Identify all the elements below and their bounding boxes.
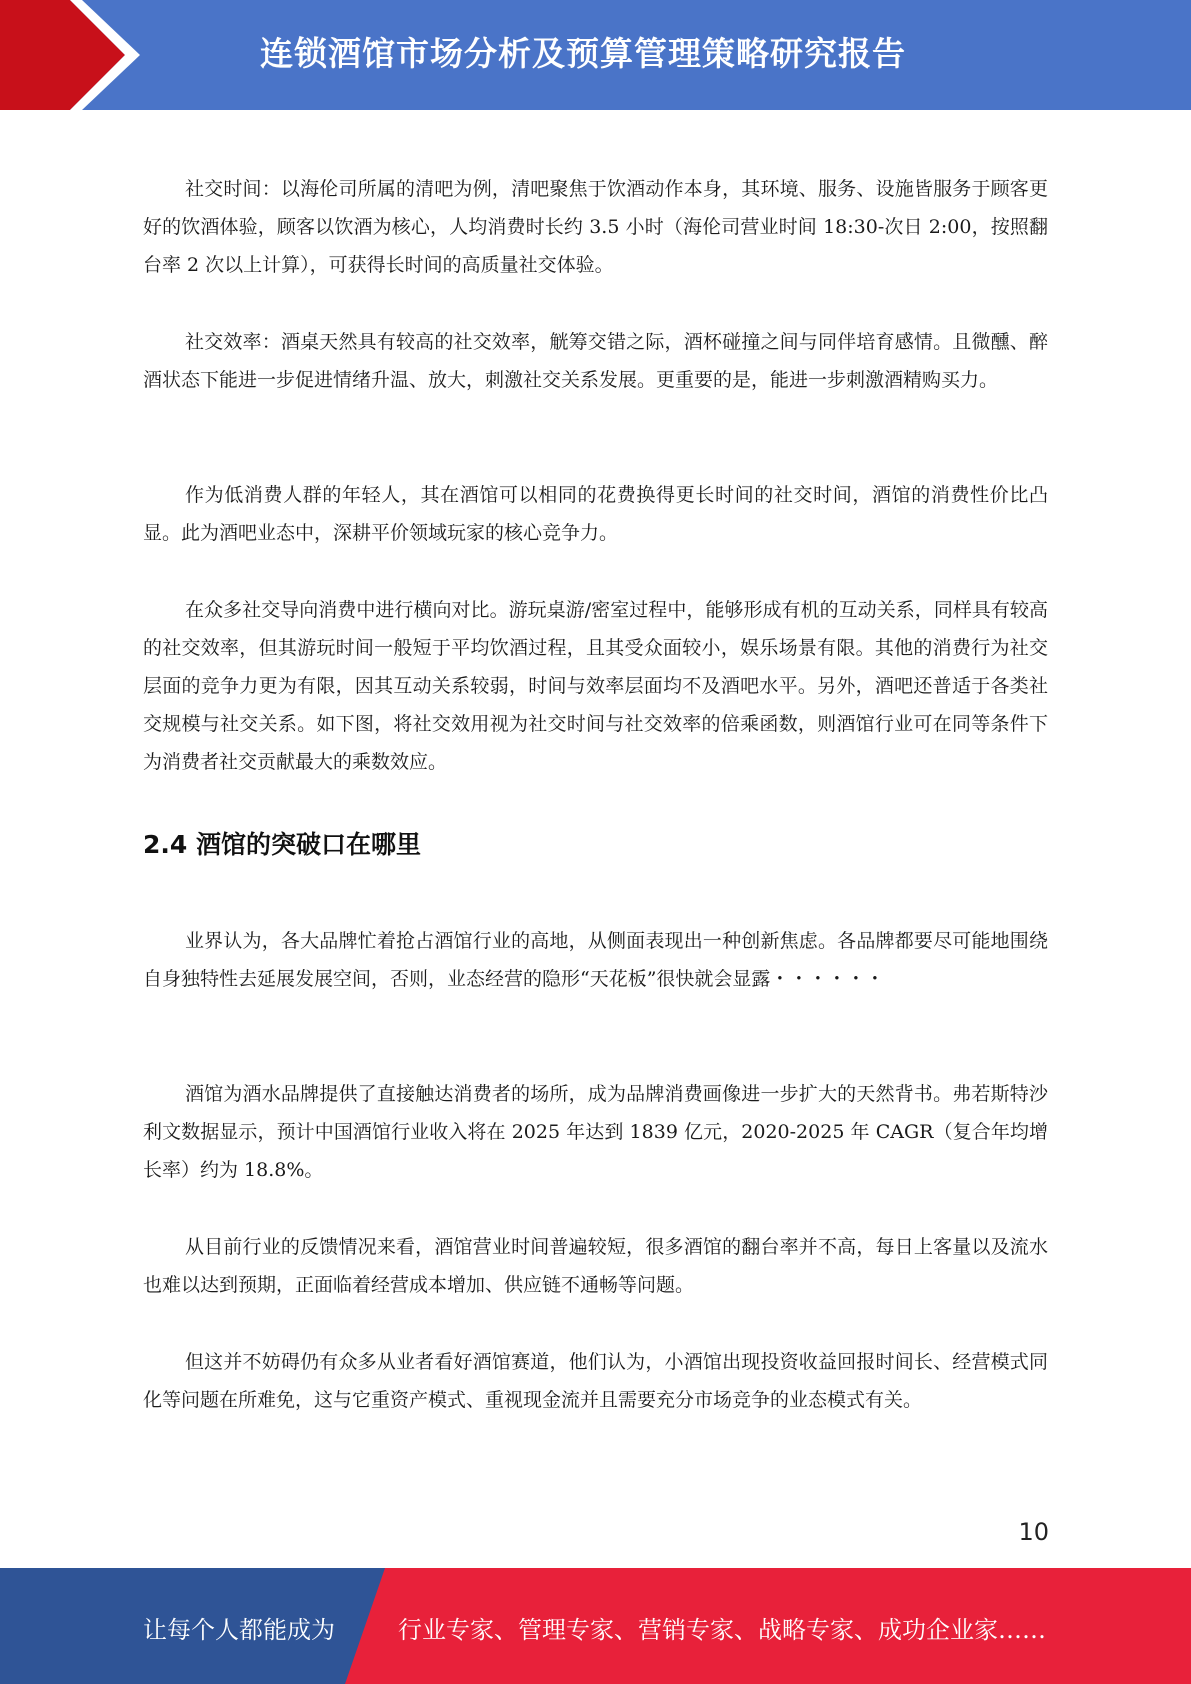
section-heading: 2.4 酒馆的突破口在哪里 — [143, 830, 421, 859]
paragraph-social-efficiency: 社交效率：酒桌天然具有较高的社交效率，觥筹交错之际，酒杯碰撞之间与同伴培育感情。且微醺、醉酒状态下能进一步促进情绪升温、放大，刺激社交关系发展。更重要的是，能进一步刺激酒精购买力。 — [143, 331, 1048, 391]
report-title: 连锁酒馆市场分析及预算管理策略研究报告 — [260, 34, 906, 73]
header-chevron-decoration — [0, 0, 160, 110]
page-header — [0, 0, 1191, 110]
paragraph-social-time: 社交时间：以海伦司所属的清吧为例，清吧聚焦于饮酒动作本身，其环境、服务、设施皆服务于顾客更好的饮酒体验，顾客以饮酒为核心，人均消费时长约 3.5 小时（海伦司营业时间 18:30-次日 2:00，按照翻台率 2 次以上计算），可获得长时间的高质量社交体验。 — [143, 178, 1048, 276]
paragraph-horizontal-comparison: 在众多社交导向消费中进行横向对比。游玩桌游/密室过程中，能够形成有机的互动关系，同样具有较高的社交效率，但其游玩时间一般短于平均饮酒过程，且其受众面较小，娱乐场景有限。其他的消费行为社交层面的竞争力更为有限，因其互动关系较弱，时间与效率层面均不及酒吧水平。另外，酒吧还普适于各类社交规模与社交关系。如下图，将社交效用视为社交时间与社交效率的倍乘函数，则酒馆行业可在同等条件下为消费者社交贡献最大的乘数效应。 — [143, 599, 1048, 773]
paragraph-industry-feedback: 从目前行业的反馈情况来看，酒馆营业时间普遍较短，很多酒馆的翻台率并不高，每日上客量以及流水也难以达到预期，正面临着经营成本增加、供应链不通畅等问题。 — [143, 1236, 1048, 1296]
paragraph-young-consumers: 作为低消费人群的年轻人，其在酒馆可以相同的花费换得更长时间的社交时间，酒馆的消费性价比凸显。此为酒吧业态中，深耕平价领域玩家的核心竞争力。 — [143, 484, 1048, 544]
page-footer — [0, 1568, 1191, 1684]
paragraph-industry-view: 业界认为，各大品牌忙着抢占酒馆行业的高地，从侧面表现出一种创新焦虑。各品牌都要尽可能地围绕自身独特性去延展发展空间，否则，业态经营的隐形“天花板”很快就会显露・・・・・・ — [143, 930, 1048, 990]
paragraph-optimism: 但这并不妨碍仍有众多从业者看好酒馆赛道，他们认为，小酒馆出现投资收益回报时间长、经营模式同化等问题在所难免，这与它重资产模式、重视现金流并且需要充分市场竞争的业态模式有关。 — [143, 1351, 1048, 1411]
page-number: 10 — [1018, 1518, 1049, 1546]
footer-slogan-right: 行业专家、管理专家、营销专家、战略专家、成功企业家…… — [398, 1616, 1046, 1644]
footer-slogan-left: 让每个人都能成为 — [143, 1616, 335, 1644]
paragraph-market-data: 酒馆为酒水品牌提供了直接触达消费者的场所，成为品牌消费画像进一步扩大的天然背书。弗若斯特沙利文数据显示，预计中国酒馆行业收入将在 2025 年达到 1839 亿元，2020-2025 年 CAGR（复合年均增长率）约为 18.8%。 — [143, 1083, 1048, 1181]
